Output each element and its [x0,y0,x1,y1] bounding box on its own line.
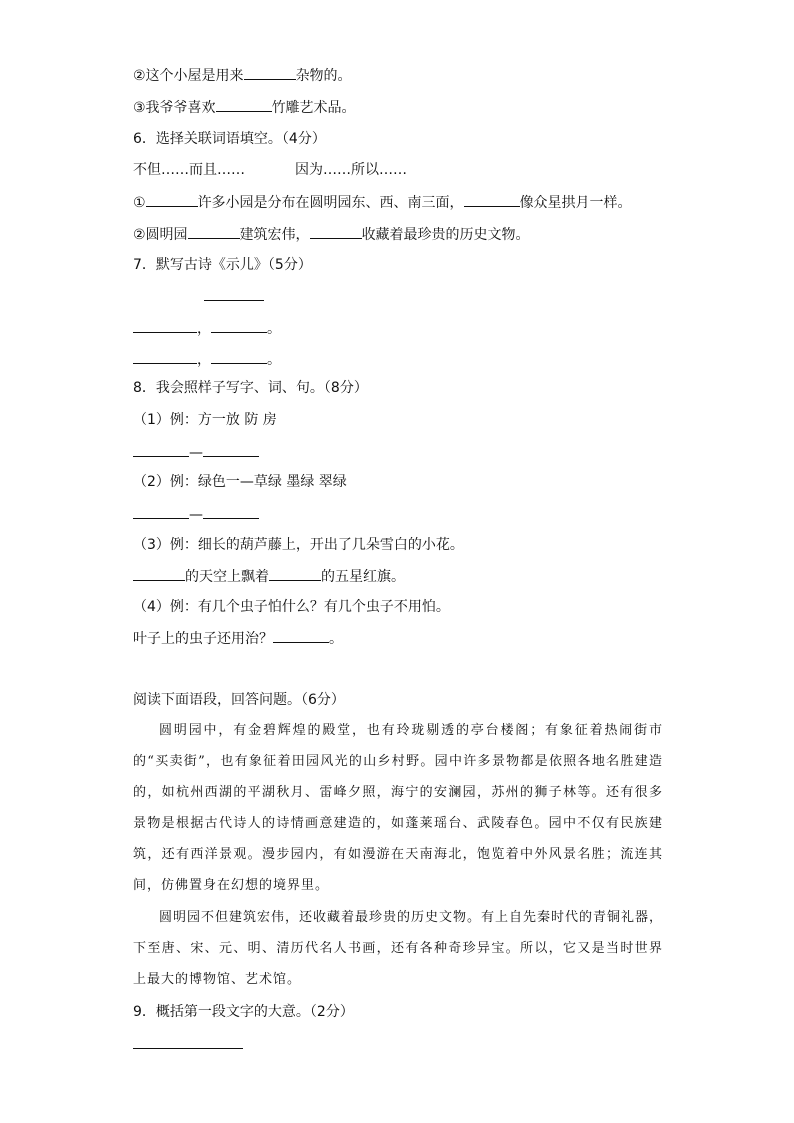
period: 。 [267,352,281,368]
q8-example-2: （2）例：绿色一—草绿 墨绿 翠绿 [133,474,347,490]
dash: — [189,507,203,523]
q6-item-2-prefix: ②圆明园 [133,227,188,243]
q8-example-1: （1）例：方一放 防 房 [133,412,277,428]
q7-poem-title-blank [204,286,264,306]
q8-answer-2 [133,504,259,524]
answer-blank[interactable] [133,504,189,519]
q6-item-2 [133,224,530,244]
q6-item-1-prefix: ① [133,195,146,211]
answer-blank[interactable] [211,349,267,364]
q6-title: 6．选择关联词语填空。（4分） [133,131,326,147]
q6-option-2: 因为……所以…… [295,162,407,178]
answer-blank[interactable] [188,224,240,239]
answer-blank[interactable] [269,566,321,581]
q8-answer-4 [133,628,343,648]
q5-item-3-prefix: ③我爷爷喜欢 [133,100,216,116]
q5-item-3 [133,97,356,117]
q7-title: 7．默写古诗《示儿》（5分） [133,257,312,273]
answer-blank[interactable] [133,349,197,364]
reading-paragraph-1: 圆明园中，有金碧辉煌的殿堂，也有玲珑剔透的亭台楼阁；有象征着热闹街市的“买卖街”，也有象征着田园风光的山乡村野。园中许多景物都是依照各地名胜建造的，如杭州西湖的平湖秋月、雷峰夕照，海宁的安澜园，苏州的狮子林等。还有很多景物是根据古代诗人的诗情画意建造的，如蓬莱瑶台、武陵春色。园中不仅有民族建筑，还有西洋景观。漫步园内，有如漫游在天南海北，饱览着中外风景名胜；流连其间，仿佛置身在幻想的境界里。 [133,723,663,893]
q9-title: 9．概括第一段文字的大意。（2分） [133,1004,354,1020]
reading-paragraph-2: 圆明园不但建筑宏伟，还收藏着最珍贵的历史文物。有上自先秦时代的青铜礼器，下至唐、宋、元、明、清历代名人书画，还有各种奇珍异宝。所以，它又是当时世界上最大的博物馆、艺术馆。 [133,910,664,987]
q8-example-3: （3）例：细长的葫芦藤上，开出了几朵雪白的小花。 [133,537,464,553]
q8-answer-4-prefix: 叶子上的虫子还用治？ [133,631,273,647]
q6-item-2-mid: 建筑宏伟， [239,227,310,243]
dash: — [189,445,203,461]
q9-answer [133,1034,243,1054]
q5-item-2 [133,65,352,85]
answer-blank[interactable] [203,442,259,457]
q5-item-2-suffix: 杂物的。 [295,68,352,84]
q7-poem-line-2 [133,349,281,369]
answer-blank[interactable] [310,224,362,239]
q8-example-4: （4）例：有几个虫子怕什么？有几个虫子不用怕。 [133,599,450,615]
period: 。 [267,321,281,337]
answer-blank[interactable] [133,318,197,333]
answer-blank[interactable] [133,442,189,457]
answer-blank[interactable] [146,192,198,207]
q6-item-1-mid: 许多小园是分布在圆明园东、西、南三面， [197,195,464,211]
comma: ， [197,321,211,337]
q6-options [133,160,407,180]
q5-item-3-suffix: 竹雕艺术品。 [271,100,356,116]
answer-blank[interactable] [211,318,267,333]
answer-blank[interactable] [204,286,264,301]
q8-title: 8．我会照样子写字、词、句。（8分） [133,380,368,396]
answer-blank[interactable] [216,97,272,112]
q5-item-2-prefix: ②这个小屋是用来 [133,68,244,84]
answer-blank[interactable] [133,1034,243,1049]
answer-blank[interactable] [464,192,520,207]
reading-instruction: 阅读下面语段，回答问题。（6分） [133,692,345,708]
q6-option-1: 不但……而且…… [133,162,245,178]
q8-answer-4-suffix: 。 [329,631,343,647]
answer-blank[interactable] [203,504,259,519]
q8-answer-3-suffix: 的五星红旗。 [321,569,405,585]
q8-answer-1 [133,442,259,462]
answer-blank[interactable] [133,566,185,581]
q8-answer-3 [133,566,405,586]
answer-blank[interactable] [244,65,296,80]
answer-blank[interactable] [273,628,329,643]
q7-poem-line-1 [133,318,281,338]
q6-item-1-suffix: 像众星拱月一样。 [519,195,632,211]
q8-answer-3-mid: 的天空上飘着 [185,569,269,585]
comma: ， [197,352,211,368]
q6-item-1 [133,192,632,212]
q6-item-2-suffix: 收藏着最珍贵的历史文物。 [361,227,530,243]
